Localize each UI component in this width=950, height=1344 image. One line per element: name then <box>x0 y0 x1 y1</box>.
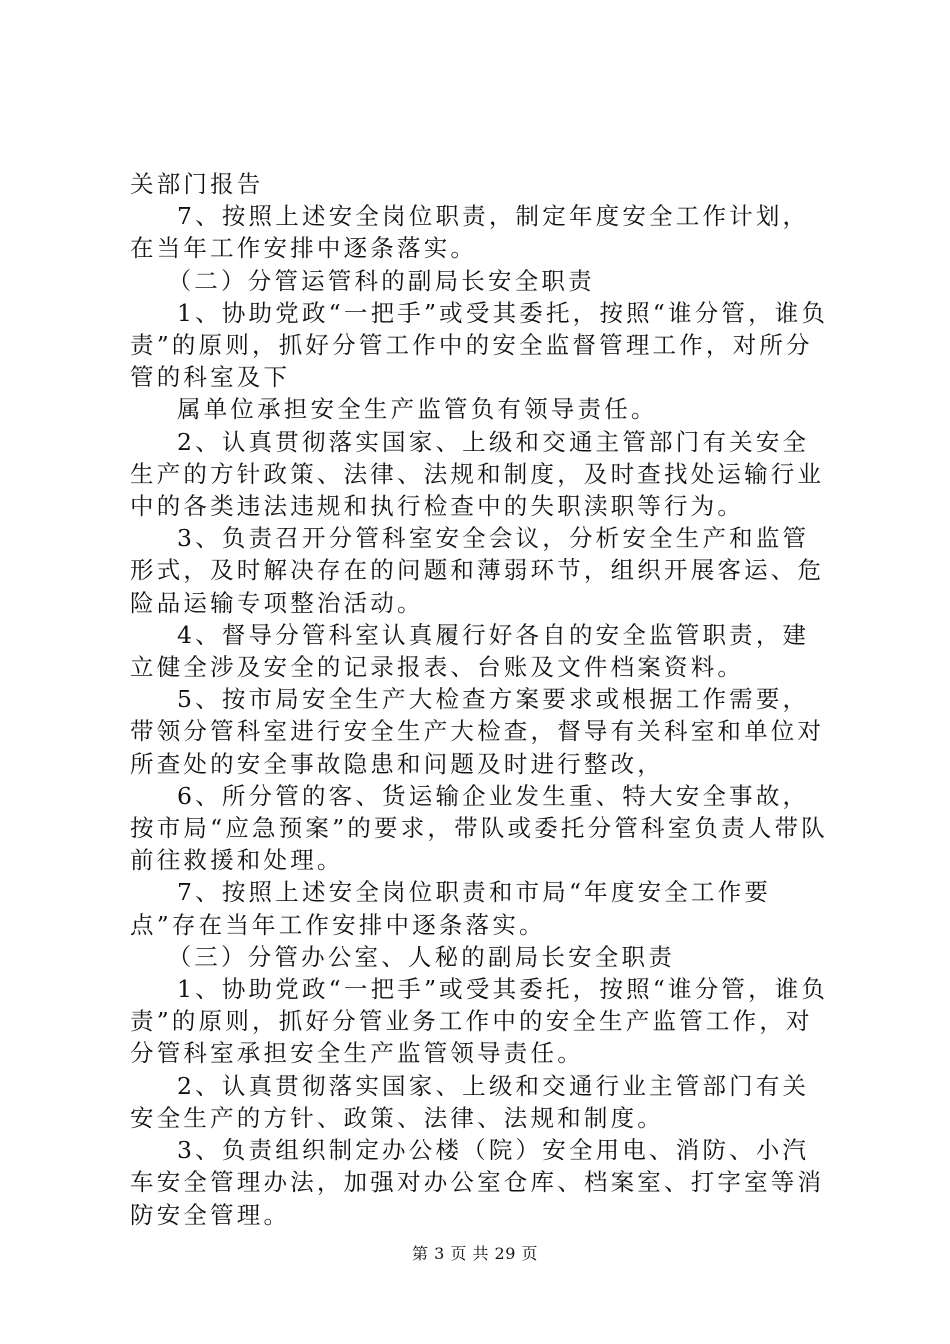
paragraph-7: 4、督导分管科室认真履行好各自的安全监管职责，建立健全涉及安全的记录报表、台账及文件档案资料。 <box>130 620 810 682</box>
paragraph-13: 3、负责组织制定办公楼（院）安全用电、消防、小汽车安全管理办法，加强对办公室仓库、档案室、打字室等消防安全管理。 <box>130 1136 825 1229</box>
paragraph-10: 7、按照上述安全岗位职责和市局“年度安全工作要点”存在当年工作安排中逐条落实。 <box>130 878 772 939</box>
paragraph-2: 7、按照上述安全岗位职责，制定年度安全工作计划，在当年工作安排中逐条落实。 <box>130 202 810 263</box>
page-number-footer: 第 3 页 共 29 页 <box>412 1244 538 1263</box>
paragraph-3: 1、协助党政“一把手”或受其委托，按照“谁分管，谁负责”的原则，抓好分管工作中的安全监督管理工作，对所分管的科室及下 <box>130 298 829 392</box>
paragraph-12: 2、认真贯彻落实国家、上级和交通行业主管部门有关安全生产的方针、政策、法律、法规和制度。 <box>130 1071 810 1132</box>
paragraph-11: 1、协助党政“一把手”或受其委托，按照“谁分管，谁负责”的原则，抓好分管业务工作中的安全生产监管工作，对分管科室承担安全生产监管领导责任。 <box>130 975 829 1068</box>
section-heading-2: （二）分管运管科的副局长安全职责 <box>167 266 595 295</box>
paragraph-1: 关部门报告 <box>130 170 264 198</box>
paragraph-4: 属单位承担安全生产监管负有领导责任。 <box>177 395 658 424</box>
section-heading-3: （三）分管办公室、人秘的副局长安全职责 <box>167 942 675 971</box>
document-body <box>130 168 830 1231</box>
paragraph-9: 6、所分管的客、货运输企业发生重、特大安全事故，按市局“应急预案”的要求，带队或委托分管科室负责人带队前往救援和处理。 <box>130 781 828 875</box>
paragraph-6: 3、负责召开分管科室安全会议，分析安全生产和监管形式，及时解决存在的问题和薄弱环节，组织开展客运、危险品运输专项整治活动。 <box>130 524 825 617</box>
paragraph-8: 5、按市局安全生产大检查方案要求或根据工作需要，带领分管科室进行安全生产大检查，督导有关科室和单位对所查处的安全事故隐患和问题及时进行整改， <box>130 685 825 778</box>
paragraph-5: 2、认真贯彻落实国家、上级和交通主管部门有关安全生产的方针政策、法律、法规和制度，及时查找处运输行业中的各类违法违规和执行检查中的失职渎职等行为。 <box>130 427 825 521</box>
